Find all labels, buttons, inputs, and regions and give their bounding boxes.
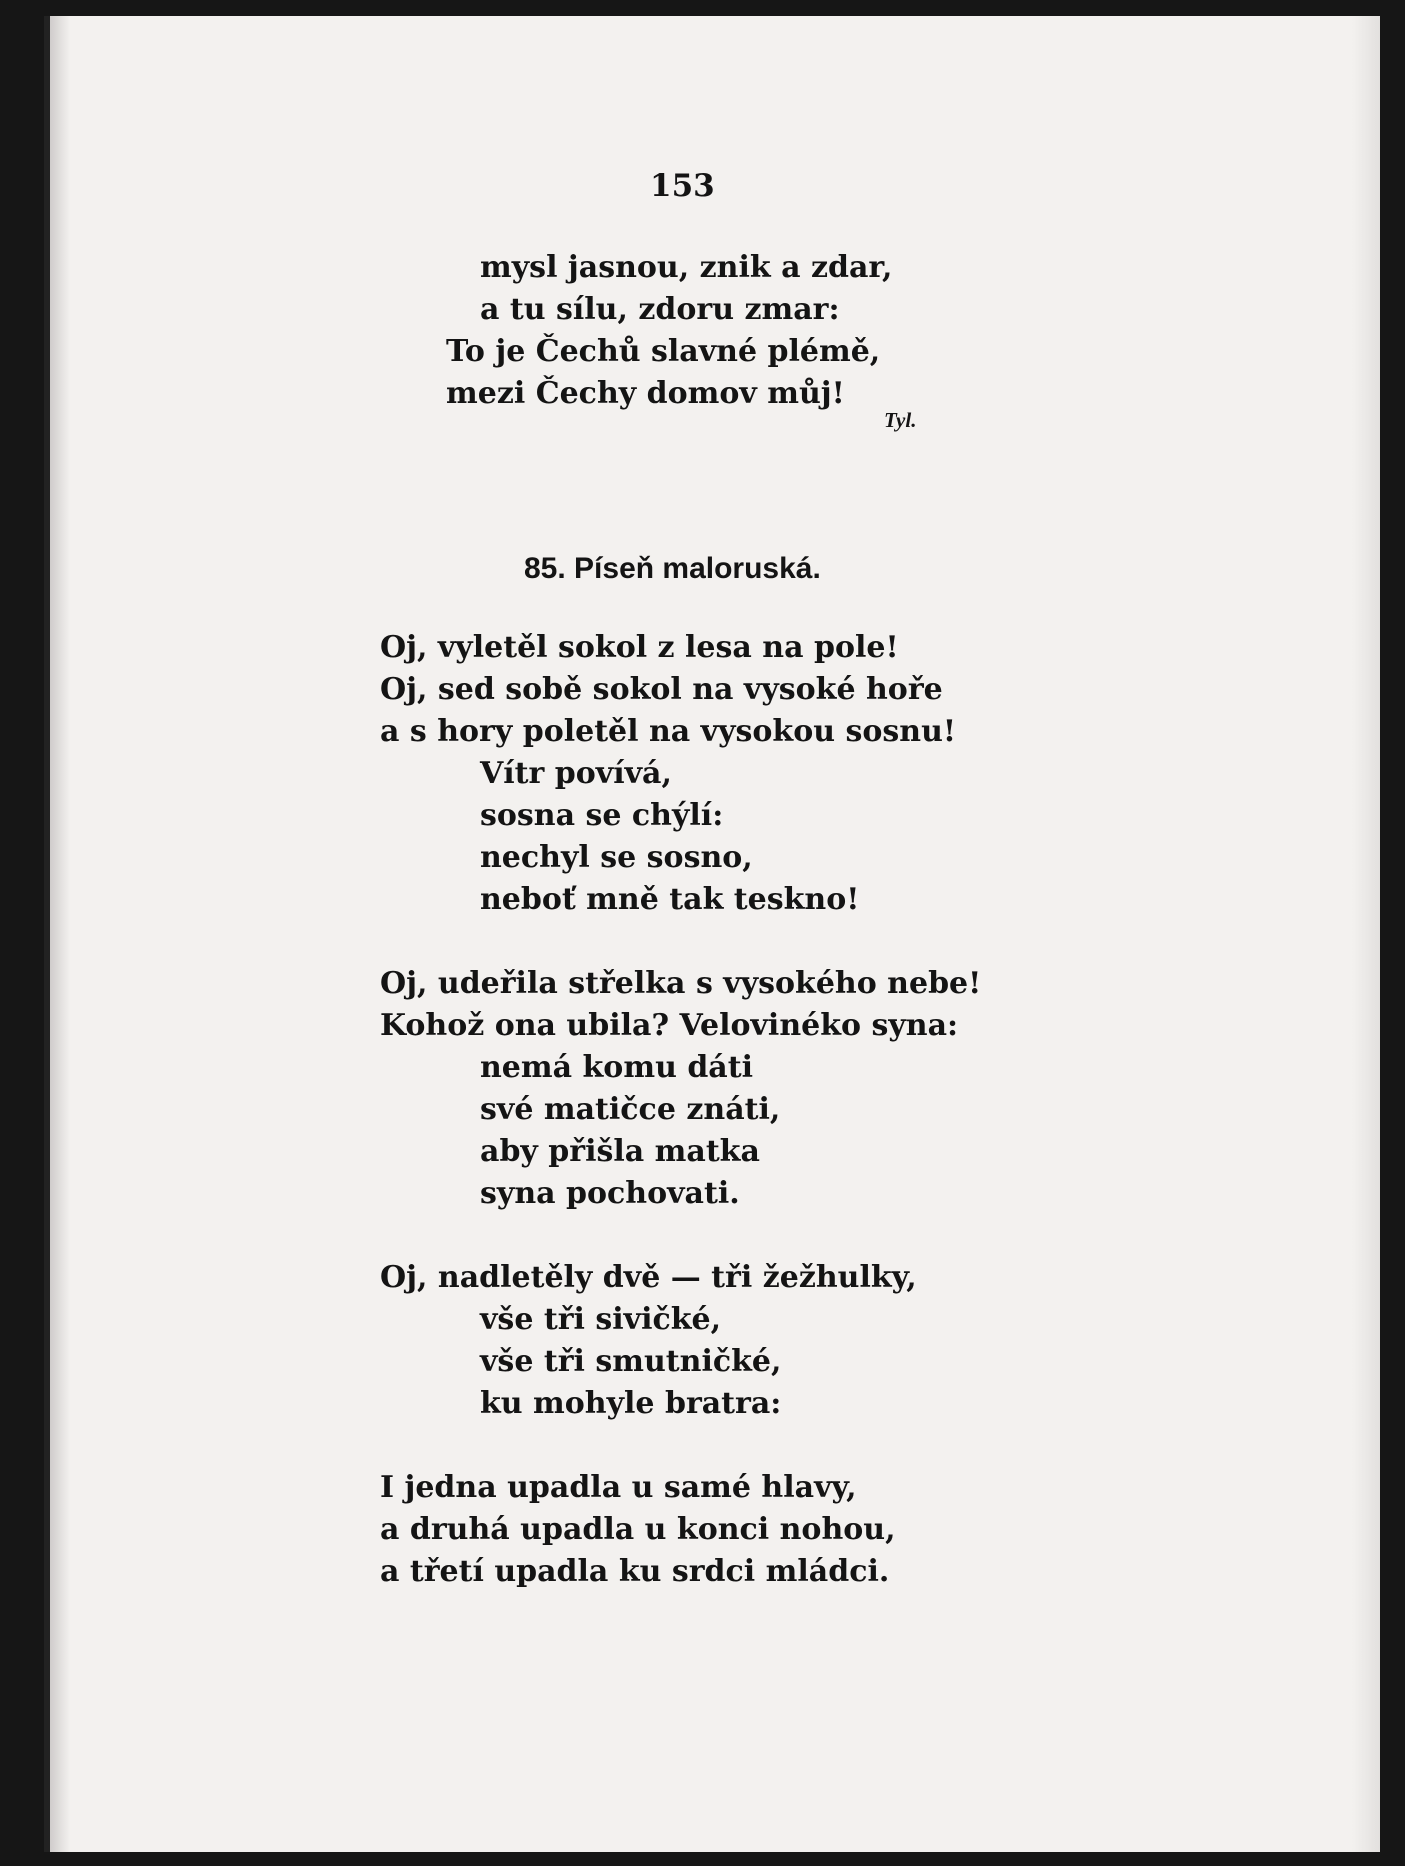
stanza-1-line-6: nechyl se sosno, — [480, 840, 753, 875]
stanza-2-line-3: nemá komu dáti — [480, 1050, 753, 1085]
page-edge — [1352, 16, 1380, 1852]
stanza-3-line-3: vše tři smutničké, — [480, 1344, 782, 1379]
stanza-1-line-7: neboť mně tak teskno! — [480, 882, 860, 917]
stanza-1-line-2: Oj, sed sobě sokol na vysoké hoře — [380, 672, 943, 707]
stanza-2-line-1: Oj, udeřila střelka s vysokého nebe! — [380, 966, 982, 1001]
stanza-top-line-3: To je Čechů slavné plémě, — [446, 334, 881, 369]
stanza-4-line-2: a druhá upadla u konci nohou, — [380, 1512, 896, 1547]
spine-shadow — [50, 16, 70, 1852]
stanza-4-line-1: I jedna upadla u samé hlavy, — [380, 1470, 857, 1505]
page-number: 153 — [650, 168, 715, 204]
author-signature: Tyl. — [884, 408, 917, 432]
book-page — [44, 16, 1380, 1852]
stanza-2-line-4: své matičce znáti, — [480, 1092, 781, 1127]
stanza-1-line-4: Vítr povívá, — [480, 756, 672, 791]
poem-title: 85. Píseň maloruská. — [524, 552, 821, 585]
stanza-top-line-4: mezi Čechy domov můj! — [446, 376, 845, 411]
stanza-1-line-5: sosna se chýlí: — [480, 798, 724, 833]
stanza-top-line-1: mysl jasnou, znik a zdar, — [480, 250, 893, 285]
stanza-top-line-2: a tu sílu, zdoru zmar: — [480, 292, 840, 327]
stanza-3-line-2: vše tři sivičké, — [480, 1302, 722, 1337]
stanza-1-line-3: a s hory poletěl na vysokou sosnu! — [380, 714, 957, 749]
stanza-2-line-5: aby přišla matka — [480, 1134, 760, 1169]
stanza-2-line-6: syna pochovati. — [480, 1176, 740, 1211]
stanza-2-line-2: Kohož ona ubila? Velovinéko syna: — [380, 1008, 959, 1043]
stanza-3-line-4: ku mohyle bratra: — [480, 1386, 782, 1421]
stanza-3-line-1: Oj, nadletěly dvě — tři žežhulky, — [380, 1260, 917, 1295]
stanza-4-line-3: a třetí upadla ku srdci mládci. — [380, 1554, 890, 1589]
stanza-1-line-1: Oj, vyletěl sokol z lesa na pole! — [380, 630, 899, 665]
